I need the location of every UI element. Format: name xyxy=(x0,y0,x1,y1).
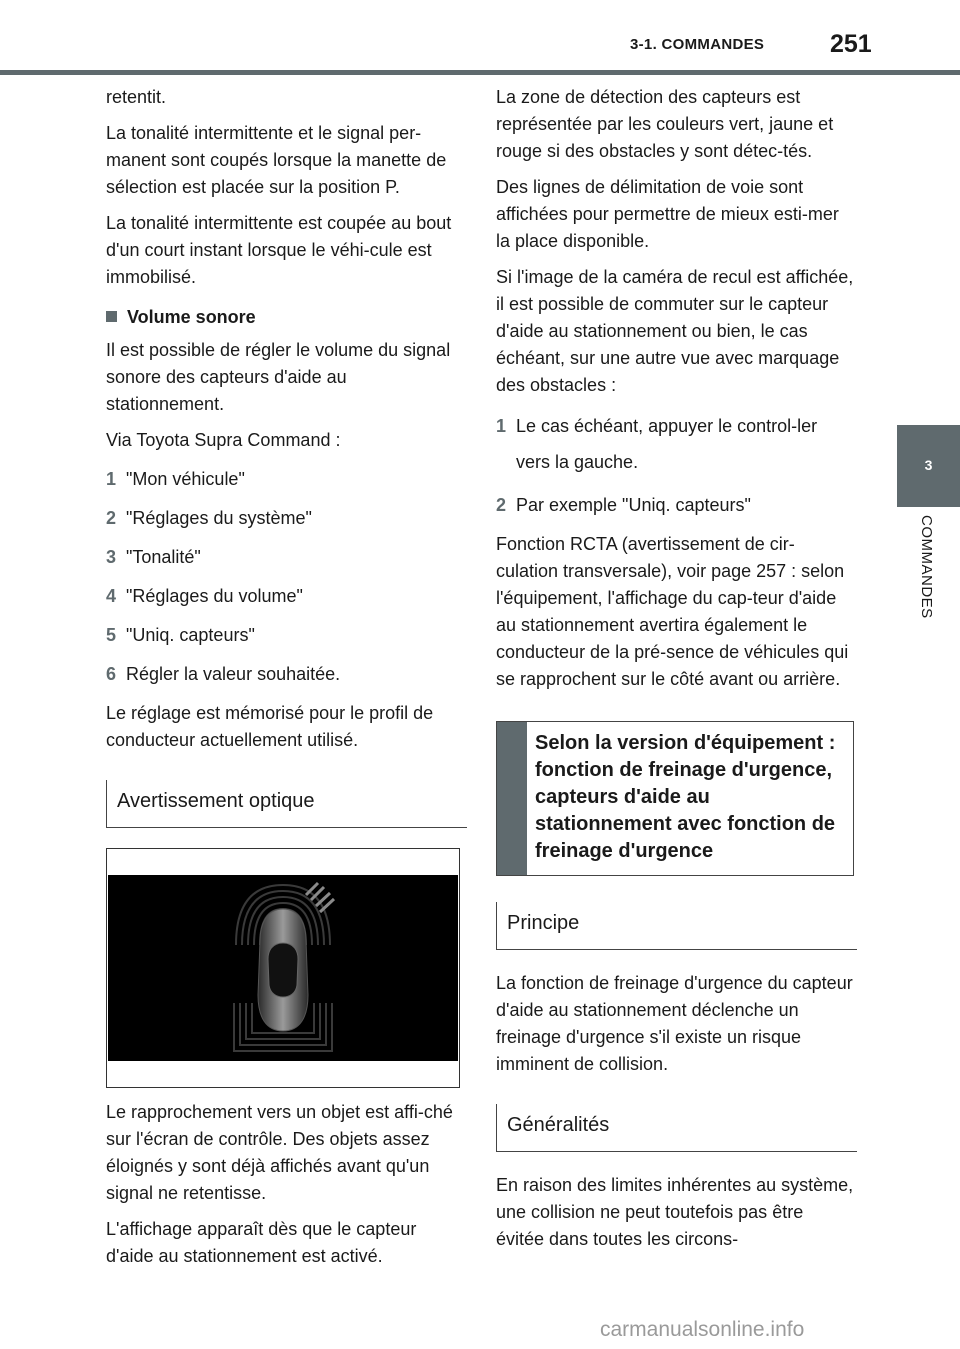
section-title: 3-1. COMMANDES xyxy=(630,36,765,53)
watermark: carmanualsonline.info xyxy=(600,1318,805,1341)
paragraph: La zone de détection des capteurs est représentée par les couleurs vert, jaune et rouge si des obstacles y sont détec-tés. xyxy=(496,87,834,161)
emphasis-box xyxy=(496,721,854,876)
header-rule xyxy=(0,70,960,75)
step-text: Le cas échéant, appuyer le control-ler vers la gauche. xyxy=(516,416,818,472)
step-number: 2 xyxy=(106,508,117,528)
paragraph: Le rapprochement vers un objet est affi-ché sur l'écran de contrôle. Des objets assez éloignés y sont déjà affichés avant qu'un signal ne retentisse. xyxy=(106,1102,453,1203)
step-text: "Tonalité" xyxy=(126,547,201,567)
paragraph: La fonction de freinage d'urgence du capteur d'aide au stationnement déclenche un freinage d'urgence s'il existe un risque imminent de collision. xyxy=(496,973,853,1074)
section-heading-principle: Principe xyxy=(496,902,857,950)
paragraph: L'affichage apparaît dès que le capteur d'aide au stationnement est activé. xyxy=(106,1219,417,1266)
step-item xyxy=(496,492,856,519)
emphasis-bar xyxy=(497,722,527,875)
paragraph: Si l'image de la caméra de recul est affichée, il est possible de commuter sur le capteur d'aide au stationnement ou bien, le cas échéant, sur une autre vue avec marquage des obstacles : xyxy=(496,267,854,395)
paragraph: La tonalité intermittente est coupée au bout d'un court instant lorsque le véhi-cule est immobilisé. xyxy=(106,213,452,287)
step-item xyxy=(106,622,466,649)
step-item xyxy=(106,661,466,688)
paragraph: Des lignes de délimitation de voie sont affichées pour permettre de mieux esti-mer la place disponible. xyxy=(496,177,839,251)
step-text: "Uniq. capteurs" xyxy=(126,625,255,645)
step-text: Par exemple "Uniq. capteurs" xyxy=(516,495,751,515)
paragraph: La tonalité intermittente et le signal per-manent sont coupés lorsque la manette de sélection est placée sur la position P. xyxy=(106,123,447,197)
step-number: 2 xyxy=(496,495,507,515)
right-column xyxy=(496,84,856,1262)
step-number: 3 xyxy=(106,547,117,567)
paragraph: Fonction RCTA (avertissement de cir-culation transversale), voir page 257 : selon l'équipement, l'affichage du cap-teur d'aide au stationnement avertira également le conducteur de la pré-sence de véhicules qui se rapprochent sur le côté avant ou arrière. xyxy=(496,534,849,689)
left-column xyxy=(106,84,466,1279)
square-bullet-icon xyxy=(106,311,117,322)
step-number: 5 xyxy=(106,625,117,645)
step-number: 6 xyxy=(106,664,117,684)
paragraph: Le réglage est mémorisé pour le profil de conducteur actuellement utilisé. xyxy=(106,703,434,750)
chapter-label: COMMANDES xyxy=(918,515,935,619)
paragraph: Il est possible de régler le volume du signal sonore des capteurs d'aide au stationnement. xyxy=(106,340,451,414)
emphasis-text: Selon la version d'équipement : fonction de freinage d'urgence, capteurs d'aide au stationnement avec fonction de freinage d'urgence xyxy=(535,732,836,862)
section-heading-optical-warning: Avertissement optique xyxy=(106,780,467,828)
step-text: "Réglages du volume" xyxy=(126,586,303,606)
paragraph: retentit. xyxy=(106,87,167,107)
chapter-number: 3 xyxy=(924,457,933,473)
paragraph: En raison des limites inhérentes au système, une collision ne peut toutefois pas être évitée dans toutes les circons- xyxy=(496,1175,854,1249)
subheading-volume xyxy=(106,304,466,331)
page-number: 251 xyxy=(830,30,872,58)
step-text: "Réglages du système" xyxy=(126,508,312,528)
step-text: "Mon véhicule" xyxy=(126,469,245,489)
parking-sensor-display-figure xyxy=(106,848,460,1088)
step-number: 4 xyxy=(106,586,117,606)
car-top-view-icon xyxy=(108,875,458,1061)
display-screen xyxy=(108,875,458,1061)
chapter-label-area xyxy=(897,507,960,642)
paragraph: Via Toyota Supra Command : xyxy=(106,430,341,450)
section-heading-general: Généralités xyxy=(496,1104,857,1152)
step-number: 1 xyxy=(496,416,507,436)
subheading-text: Volume sonore xyxy=(127,307,256,327)
step-item xyxy=(106,583,466,610)
step-text: Régler la valeur souhaitée. xyxy=(126,664,341,684)
step-item xyxy=(106,505,466,532)
step-item xyxy=(106,466,466,493)
step-number: 1 xyxy=(106,469,117,489)
chapter-tab xyxy=(897,425,960,507)
step-item xyxy=(106,544,466,571)
step-item xyxy=(496,413,856,480)
